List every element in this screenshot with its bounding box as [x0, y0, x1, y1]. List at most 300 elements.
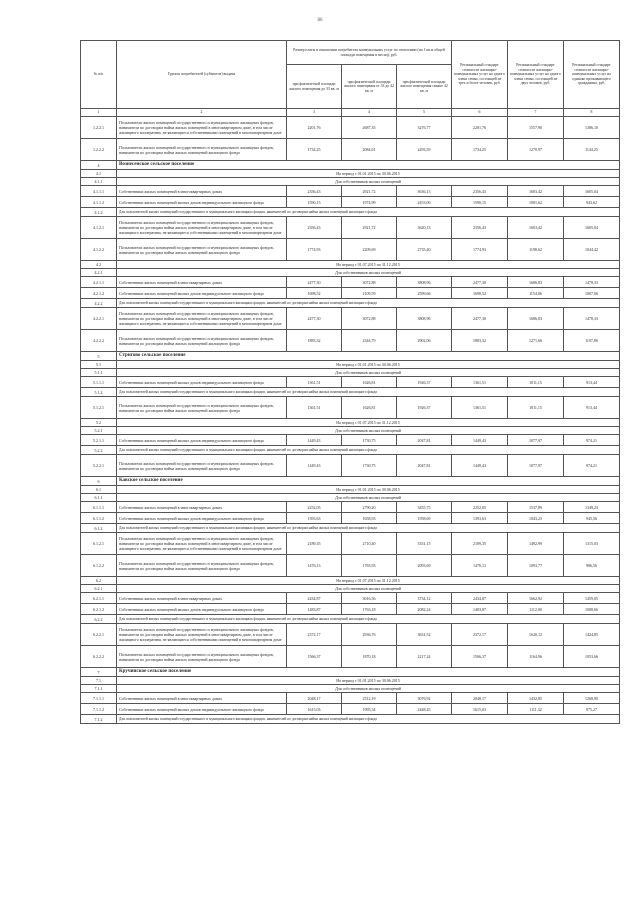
row-value: 1476,13: [452, 555, 508, 577]
table-row: [81, 208, 620, 217]
row-value: 1662,92: [508, 593, 564, 604]
section-heading: Вознесенское сельское поселение: [117, 161, 620, 170]
table-header: [81, 41, 620, 117]
row-value: 1926,37: [397, 377, 452, 388]
row-group-text: Собственники жилых помещений в многоквартирных домах: [117, 186, 287, 197]
row-value: 1107,86: [564, 330, 620, 352]
row-value: 1615,03: [287, 704, 342, 715]
row-number: 5.2.1.1: [81, 435, 117, 446]
row-group-text: Пользователи жилых помещений государственного и муниципального жилищных фондов, наниматели по договорам найма жилых помещений в многоквартирном доме, в том числе жилищного кооператива, не являющиеся собственниками помещений в многоквартирном доме: [117, 624, 287, 646]
row-number: 5.1.2.1: [81, 397, 117, 419]
table-body: [81, 117, 620, 724]
row-value: 2356,43: [287, 217, 342, 239]
row-number: 6.2.2.2: [81, 646, 117, 668]
row-value: 2710,40: [342, 533, 397, 555]
row-value: 1112,00: [508, 604, 564, 615]
row-value: 1361,51: [452, 377, 508, 388]
row-number: 4: [81, 161, 117, 170]
table-row: [81, 668, 620, 677]
row-value: 1476,13: [287, 555, 342, 577]
row-value: 1615,03: [452, 704, 508, 715]
row-value: 974,21: [564, 455, 620, 477]
row-group-text: Собственники жилых помещений в многоквартирных домах: [117, 693, 287, 704]
row-number: 5.2.1: [81, 427, 117, 435]
row-value: 1432,85: [508, 693, 564, 704]
row-value: 1007,06: [564, 288, 620, 299]
row-value: 2477,30: [452, 308, 508, 330]
row-number: 4.1.2.1: [81, 217, 117, 239]
row-value: 2599,66: [397, 288, 452, 299]
row-value: 1483,87: [452, 604, 508, 615]
row-value: 1566,37: [452, 646, 508, 668]
row-group-text: Собственники жилых помещений в многоквартирных домах: [117, 593, 287, 604]
row-value: 1974,99: [342, 197, 397, 208]
row-value: 1626,81: [342, 397, 397, 419]
row-value: 1164,96: [508, 646, 564, 668]
row-value: 3631,52: [397, 624, 452, 646]
table-row: [81, 419, 620, 427]
row-group-text: Пользователи жилых помещений государственного и муниципального жилищных фондов, наниматели по договорам найма жилых помещений жилищного фонда: [117, 397, 287, 419]
section-heading: Стригово сельское поселение: [117, 352, 620, 361]
row-value: 1605,04: [564, 217, 620, 239]
table-row: [81, 477, 620, 486]
tariff-table-wrap: [80, 40, 619, 724]
header-index: 7: [508, 109, 564, 117]
row-value: 3076,92: [397, 693, 452, 704]
row-group-text: Собственники жилых помещений в многоквартирных домах: [117, 502, 287, 513]
row-number: 5.2.2.1: [81, 455, 117, 477]
row-value: 2902,06: [397, 330, 452, 352]
row-value: 2448,45: [397, 704, 452, 715]
row-number: 6: [81, 477, 117, 486]
row-number: 5.1.1.1: [81, 377, 117, 388]
row-group-text: Собственники жилых помещений жилых домов индивидуального жилищного фонда: [117, 377, 287, 388]
row-number: 4.1.1: [81, 178, 117, 186]
row-number: 4.1.2: [81, 208, 117, 217]
row-value: 1081,62: [508, 197, 564, 208]
row-value: 1361,51: [287, 397, 342, 419]
table-row: [81, 693, 620, 704]
row-group-text: Пользователи жилых помещений государственного и муниципального жилищных фондов, наниматели по договорам найма жилых помещений жилищного фонда: [117, 139, 287, 161]
row-value: 2687,35: [342, 117, 397, 139]
row-value: 1044,42: [564, 239, 620, 261]
subgroup-heading: Для пользователей жилых помещений государственного и муниципального жилищных фондов, нанимателей по договорам найма жилых помещений жилищного фонда: [117, 615, 620, 624]
header-group: Группы потребителей (субъектов) выдачи: [117, 41, 287, 109]
table-row: [81, 715, 620, 724]
table-row: [81, 615, 620, 624]
row-value: 3072,88: [342, 277, 397, 288]
table-row: [81, 677, 620, 685]
table-row: [81, 299, 620, 308]
row-value: 2344,79: [342, 330, 397, 352]
row-value: 1393,63: [287, 513, 342, 524]
header-index: 3: [287, 109, 342, 117]
row-value: 3072,88: [342, 308, 397, 330]
row-value: 2434,87: [287, 593, 342, 604]
row-group-text: Собственники жилых помещений жилых домов индивидуального жилищного фонда: [117, 704, 287, 715]
table-row: [81, 217, 620, 239]
row-group-text: Пользователи жилых помещений государственного и муниципального жилищных фондов, наниматели по договорам найма жилых помещений жилищного фонда: [117, 239, 287, 261]
row-value: 1111,32: [508, 704, 564, 715]
period-heading: Для собственников жилых помещений: [117, 494, 620, 502]
row-group-text: Собственники жилых помещений жилых домов индивидуального жилищного фонда: [117, 604, 287, 615]
row-number: 6.1: [81, 486, 117, 494]
period-heading: Для собственников жилых помещений: [117, 427, 620, 435]
row-value: 1449,43: [287, 435, 342, 446]
row-value: 1883,32: [287, 330, 342, 352]
row-value: 1449,43: [452, 435, 508, 446]
row-value: 1734,25: [452, 139, 508, 161]
row-value: 1053,66: [564, 646, 620, 668]
row-value: 1459,05: [564, 593, 620, 604]
row-value: 1478,33: [564, 277, 620, 288]
row-value: 1008,66: [564, 604, 620, 615]
row-value: 1603,42: [508, 217, 564, 239]
row-value: 1478,33: [564, 308, 620, 330]
row-group-text: Пользователи жилых помещений государственного и муниципального жилищных фондов, наниматели по договорам найма жилых помещений жилищного фонда: [117, 646, 287, 668]
row-value: 3276,77: [397, 117, 452, 139]
row-value: 3808,96: [397, 277, 452, 288]
period-heading: Для собственников жилых помещений: [117, 269, 620, 277]
row-value: 1424,85: [564, 624, 620, 646]
row-value: 2189,35: [452, 533, 508, 555]
table-row: [81, 261, 620, 269]
row-group-text: Пользователи жилых помещений государственного и муниципального жилищных фондов, наниматели по договорам найма жилых помещений в многоквартирном доме, в том числе жилищного кооператива, не являющиеся собственниками помещений в многоквартирном доме: [117, 533, 287, 555]
table-row: [81, 161, 620, 170]
row-group-text: Пользователи жилых помещений государственного и муниципального жилищных фондов, наниматели по договорам найма жилых помещений в многоквартирном доме, в том числе жилищного кооператива, не являющиеся собственниками помещений в многоквартирном доме: [117, 117, 287, 139]
period-heading: На период с 01.01.2015 по 30.06.2015: [117, 486, 620, 494]
table-row: [81, 577, 620, 585]
row-value: 1698,52: [452, 288, 508, 299]
row-number: 5.1.1: [81, 369, 117, 377]
row-value: 2252,05: [287, 502, 342, 513]
row-value: 2048,17: [287, 693, 342, 704]
header-index: 2: [117, 109, 287, 117]
row-number: 6.2.1.1: [81, 593, 117, 604]
row-value: 1926,37: [397, 397, 452, 419]
row-value: 1198,62: [508, 239, 564, 261]
table-row: [81, 277, 620, 288]
table-row: [81, 186, 620, 197]
row-value: 945,56: [564, 513, 620, 524]
row-number: 7.1.1.1: [81, 693, 117, 704]
row-number: 6.1.2: [81, 524, 117, 533]
tariff-table: [80, 40, 620, 724]
row-value: 1734,25: [287, 139, 342, 161]
table-row: [81, 513, 620, 524]
subgroup-heading: Для пользователей жилых помещений государственного и муниципального жилищных фондов, нанимателей по договорам найма жилых помещений жилищного фонда: [117, 524, 620, 533]
row-value: 1605,04: [564, 186, 620, 197]
row-value: 1349,23: [564, 502, 620, 513]
row-value: 1566,37: [287, 646, 342, 668]
row-value: 3808,96: [397, 308, 452, 330]
row-value: 2356,43: [287, 186, 342, 197]
row-value: 2252,05: [452, 502, 508, 513]
row-value: 1270,97: [508, 139, 564, 161]
row-value: 3620,13: [397, 217, 452, 239]
row-value: 974,21: [564, 435, 620, 446]
table-row: [81, 624, 620, 646]
row-group-text: Собственники жилых помещений жилых домов индивидуального жилищного фонда: [117, 513, 287, 524]
row-value: 1361,51: [452, 397, 508, 419]
row-value: 1765,93: [342, 555, 397, 577]
period-heading: На период с 01.01.2015 по 30.06.2015: [117, 170, 620, 178]
row-number: 4.2.1.2: [81, 288, 117, 299]
row-value: 1730,75: [342, 455, 397, 477]
row-number: 7.1.1.2: [81, 704, 117, 715]
row-value: 2372,17: [452, 624, 508, 646]
row-number: 6.1.1.2: [81, 513, 117, 524]
table-row: [81, 269, 620, 277]
row-value: 2217,24: [397, 646, 452, 668]
table-row: [81, 427, 620, 435]
subgroup-heading: Для пользователей жилых помещений государственного и муниципального жилищных фондов, нанимателей по договорам найма жилых помещений жилищного фонда: [117, 388, 620, 397]
period-heading: На период с 01.01.2015 по 30.06.2015: [117, 361, 620, 369]
period-heading: Для собственников жилых помещений: [117, 685, 620, 693]
row-value: 2082,24: [397, 604, 452, 615]
table-row: [81, 502, 620, 513]
table-row: [81, 239, 620, 261]
row-number: 6.2.2: [81, 615, 117, 624]
row-number: 7.1: [81, 677, 117, 685]
header-fee-group: Размер платы в отношении потребителя коммунальных услуг по отоплению (на 1 кв.м общей площади помещения в месяц), руб.: [287, 41, 452, 65]
row-number: 4.1.1.1: [81, 186, 117, 197]
header-fee-c: при фактической площади жилого помещения свыше 42 кв. м: [397, 65, 452, 109]
row-number: 7.1.1: [81, 685, 117, 693]
row-value: 1686,83: [508, 277, 564, 288]
row-number: 6.2: [81, 577, 117, 585]
row-value: 1686,83: [508, 308, 564, 330]
header-std-c: Региональный стандарт стоимости жилищно-коммунальных услуг на одиноко проживающего гражданина, руб.: [564, 41, 620, 109]
row-value: 2790,20: [342, 502, 397, 513]
row-group-text: Пользователи жилых помещений государственного и муниципального жилищных фондов, наниматели по договорам найма жилых помещений жилищного фонда: [117, 455, 287, 477]
header-index: 8: [564, 109, 620, 117]
row-value: 2084,61: [342, 139, 397, 161]
table-row: [81, 139, 620, 161]
row-value: 2453,00: [397, 197, 452, 208]
row-value: 1386,10: [564, 117, 620, 139]
row-number: 5: [81, 352, 117, 361]
row-value: 2477,30: [452, 277, 508, 288]
row-number: 4.2: [81, 261, 117, 269]
row-value: 2936,76: [342, 624, 397, 646]
row-value: 2356,43: [452, 186, 508, 197]
row-value: 1449,43: [287, 455, 342, 477]
section-heading: Кручинское сельское поселение: [117, 668, 620, 677]
row-value: 2047,81: [397, 455, 452, 477]
row-number: 5.2.2: [81, 446, 117, 455]
row-number: 6.2.1: [81, 585, 117, 593]
row-value: 913,44: [564, 377, 620, 388]
row-value: 2512,19: [342, 693, 397, 704]
subgroup-heading: Для пользователей жилых помещений государственного и муниципального жилищных фондов, нанимателей по договорам найма жилых помещений жилищного фонда: [117, 446, 620, 455]
period-heading: Для собственников жилых помещений: [117, 178, 620, 186]
row-value: 2434,87: [452, 593, 508, 604]
header-std-b: Региональный стандарт стоимости жилищно-коммунальных услуг на одного члена семьи, состоящей из двух человек, руб.: [508, 41, 564, 109]
row-value: 3734,12: [397, 593, 452, 604]
table-row: [81, 435, 620, 446]
row-number: 4.1.2.2: [81, 239, 117, 261]
row-value: 1620,12: [508, 624, 564, 646]
row-value: 986,56: [564, 555, 620, 577]
row-number: 6.2.2.1: [81, 624, 117, 646]
row-number: 4.2.1.1: [81, 277, 117, 288]
row-value: 1995,34: [342, 704, 397, 715]
row-value: 1077,97: [508, 455, 564, 477]
row-value: 1774,93: [287, 239, 342, 261]
table-row: [81, 486, 620, 494]
row-number: 7.1.2: [81, 715, 117, 724]
row-value: 913,44: [564, 397, 620, 419]
table-row: [81, 685, 620, 693]
row-number: 4.2.2.2: [81, 330, 117, 352]
table-row: [81, 646, 620, 668]
row-value: 1698,52: [287, 288, 342, 299]
row-group-text: Собственники жилых помещений жилых домов индивидуального жилищного фонда: [117, 288, 287, 299]
row-number: 1.2.2.1: [81, 117, 117, 139]
row-value: 1483,87: [287, 604, 342, 615]
row-number: 6.1.1.1: [81, 502, 117, 513]
row-value: 2477,30: [287, 277, 342, 288]
period-heading: На период с 01.07.2015 по 31.12.2015: [117, 419, 620, 427]
row-number: 4.2.2: [81, 299, 117, 308]
header-fee-a: при фактической площади жилого помещения до 33 кв. м: [287, 65, 342, 109]
table-row: [81, 178, 620, 186]
row-group-text: Пользователи жилых помещений государственного и муниципального жилищных фондов, наниматели по договорам найма жилых помещений жилищного фонда: [117, 330, 287, 352]
row-number: 4.1.1.2: [81, 197, 117, 208]
section-heading: Кавское сельское поселение: [117, 477, 620, 486]
row-number: 6.1.1: [81, 494, 117, 502]
row-number: 5.2: [81, 419, 117, 427]
row-value: 1492,99: [508, 533, 564, 555]
row-value: 1315,03: [564, 533, 620, 555]
row-value: 2372,17: [287, 624, 342, 646]
row-value: 1870,18: [342, 646, 397, 668]
table-row: [81, 170, 620, 178]
row-value: 1590,15: [287, 197, 342, 208]
period-heading: Для собственников жилых помещений: [117, 369, 620, 377]
row-value: 2048,17: [452, 693, 508, 704]
table-row: [81, 524, 620, 533]
row-value: 1077,97: [508, 435, 564, 446]
row-value: 1774,93: [452, 239, 508, 261]
row-value: 2735,40: [397, 239, 452, 261]
subgroup-heading: Для пользователей жилых помещений государственного и муниципального жилищных фондов, нанимателей по договорам найма жилых помещений жилищного фонда: [117, 715, 620, 724]
table-row: [81, 388, 620, 397]
table-row: [81, 585, 620, 593]
page-number: 86: [317, 18, 323, 23]
table-row: [81, 330, 620, 352]
row-value: 1144,25: [564, 139, 620, 161]
table-row: [81, 555, 620, 577]
table-row: [81, 197, 620, 208]
row-value: 2201,76: [287, 117, 342, 139]
row-value: 2201,76: [452, 117, 508, 139]
header-index: 5: [397, 109, 452, 117]
row-value: 1011,15: [508, 397, 564, 419]
row-value: 1883,32: [452, 330, 508, 352]
row-value: 975,27: [564, 704, 620, 715]
row-value: 1626,81: [342, 377, 397, 388]
row-value: 2921,72: [342, 186, 397, 197]
table-row: [81, 369, 620, 377]
row-value: 3016,56: [342, 593, 397, 604]
row-value: 1658,93: [342, 513, 397, 524]
table-row: [81, 494, 620, 502]
row-value: 3636,13: [397, 186, 452, 197]
row-value: 1271,66: [508, 330, 564, 352]
header-fee-b: при фактической площади жилого помещения от 33 до 42 кв. м: [342, 65, 397, 109]
header-std-a: Региональный стандарт стоимости жилищно-коммунальных услуг на одного члена семьи, состоящей из трех и более человек, руб.: [452, 41, 508, 109]
row-value: 1011,15: [508, 377, 564, 388]
row-number: 6.1.2.2: [81, 555, 117, 577]
header-index: 6: [452, 109, 508, 117]
table-row: [81, 288, 620, 299]
row-number: 6.2.1.2: [81, 604, 117, 615]
row-value: 1557,90: [508, 117, 564, 139]
table-row: [81, 377, 620, 388]
row-group-text: Собственники жилых помещений жилых домов индивидуального жилищного фонда: [117, 197, 287, 208]
subgroup-heading: Для пользователей жилых помещений государственного и муниципального жилищных фондов, нанимателей по договорам найма жилых помещений жилищного фонда: [117, 208, 620, 217]
row-value: 2047,81: [397, 435, 452, 446]
table-row: [81, 533, 620, 555]
row-value: 1603,42: [508, 186, 564, 197]
row-number: 4.2.1: [81, 269, 117, 277]
row-value: 2209,69: [342, 239, 397, 261]
row-value: 1730,75: [342, 435, 397, 446]
row-value: 1763,18: [342, 604, 397, 615]
row-value: 1958,69: [397, 513, 452, 524]
table-row: [81, 397, 620, 419]
table-row: [81, 593, 620, 604]
row-value: 1537,89: [508, 502, 564, 513]
row-value: 2356,43: [452, 217, 508, 239]
row-number: 5.1: [81, 361, 117, 369]
row-number: 4.2.2.1: [81, 308, 117, 330]
row-value: 1361,51: [287, 377, 342, 388]
row-value: 1043,23: [508, 513, 564, 524]
row-number: 7: [81, 668, 117, 677]
row-value: 2477,30: [287, 308, 342, 330]
row-number: 6.1.2.1: [81, 533, 117, 555]
header-index: 4: [342, 109, 397, 117]
table-row: [81, 352, 620, 361]
row-value: 2921,72: [342, 217, 397, 239]
row-group-text: Собственники жилых помещений в многоквартирных домах: [117, 277, 287, 288]
table-row: [81, 704, 620, 715]
period-heading: На период с 01.07.2015 по 31.12.2015: [117, 261, 620, 269]
row-value: 2093,69: [397, 555, 452, 577]
row-number: 5.1.2: [81, 388, 117, 397]
row-value: 1154,06: [508, 288, 564, 299]
header-index: 1: [81, 109, 117, 117]
table-row: [81, 604, 620, 615]
row-value: 3351,15: [397, 533, 452, 555]
row-number: 4.1: [81, 170, 117, 178]
row-value: 2189,35: [287, 533, 342, 555]
row-group-text: Собственники жилых помещений жилых домов индивидуального жилищного фонда: [117, 435, 287, 446]
row-value: 2109,59: [342, 288, 397, 299]
subgroup-heading: Для пользователей жилых помещений государственного и муниципального жилищных фондов, нанимателей по договорам найма жилых помещений жилищного фонда: [117, 299, 620, 308]
period-heading: На период с 01.07.2015 по 31.12.2015: [117, 577, 620, 585]
row-group-text: Пользователи жилых помещений государственного и муниципального жилищных фондов, наниматели по договорам найма жилых помещений в многоквартирном доме, в том числе жилищного кооператива, не являющиеся собственниками помещений в многоквартирном доме: [117, 308, 287, 330]
table-row: [81, 446, 620, 455]
row-group-text: Пользователи жилых помещений государственного и муниципального жилищных фондов, наниматели по договорам найма жилых помещений жилищного фонда: [117, 555, 287, 577]
row-value: 2493,59: [397, 139, 452, 161]
row-value: 1449,43: [452, 455, 508, 477]
header-num: № п/п: [81, 41, 117, 109]
row-value: 3455,75: [397, 502, 452, 513]
